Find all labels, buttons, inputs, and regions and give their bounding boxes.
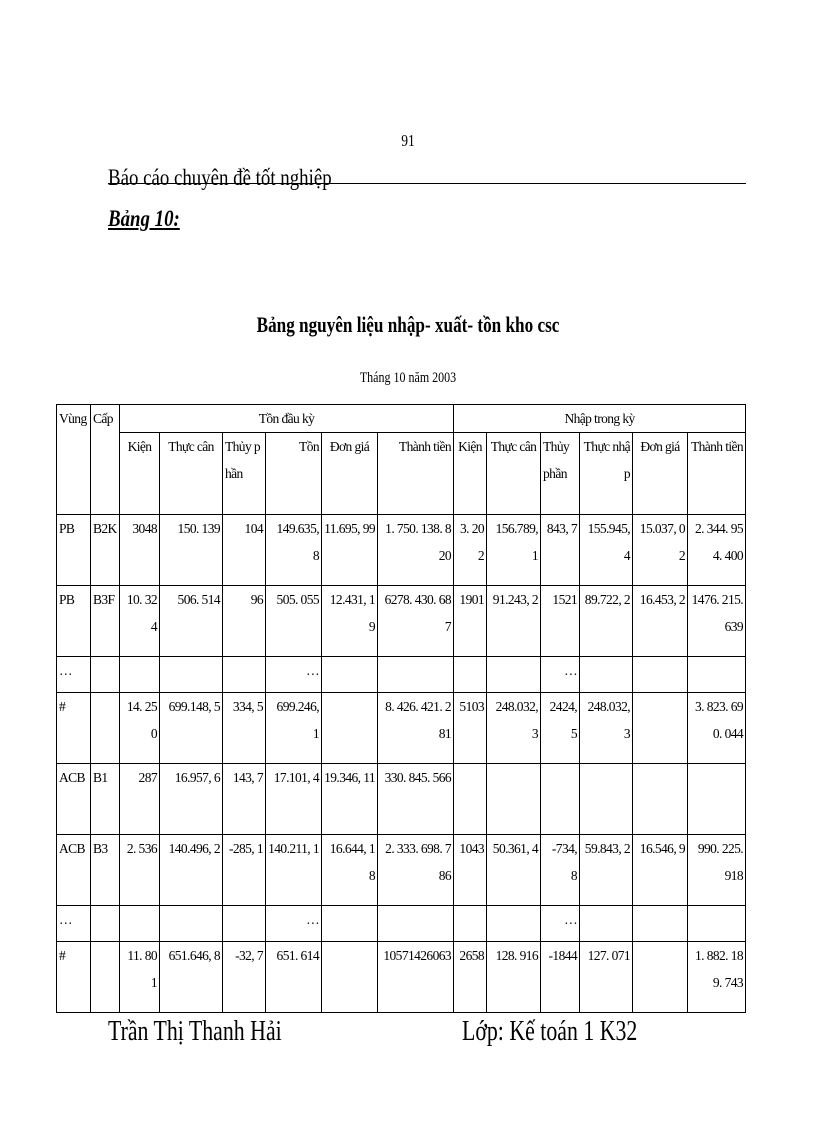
table-cell: B3 <box>91 835 120 906</box>
table-cell <box>120 657 160 693</box>
table-cell: 19.346, 11 <box>322 764 378 835</box>
table-label: Bảng 10: <box>108 206 180 231</box>
table-cell: -734, 8 <box>541 835 580 906</box>
table-cell: 2. 536 <box>120 835 160 906</box>
header-nhap-thanh-tien: Thành tiền <box>688 433 746 515</box>
table-cell <box>160 657 223 693</box>
table-cell: 12.431, 19 <box>322 586 378 657</box>
table-cell: 16.453, 2 <box>633 586 688 657</box>
header-nhap-thuc-nhap: Thực nhập <box>580 433 633 515</box>
header-cap: Cấp <box>91 405 120 515</box>
table-cell <box>378 906 454 942</box>
table-row <box>57 906 746 942</box>
header-ton-kien: Kiện <box>120 433 160 515</box>
table-cell: 3048 <box>120 515 160 586</box>
table-cell: 843, 7 <box>541 515 580 586</box>
table-cell: B2K <box>91 515 120 586</box>
table-cell: 1. 882. 189. 743 <box>688 942 746 1013</box>
table-cell: # <box>57 693 91 764</box>
table-cell: 140.496, 2 <box>160 835 223 906</box>
table-cell: … <box>541 657 580 693</box>
table-cell: ACB <box>57 764 91 835</box>
table-cell <box>322 906 378 942</box>
table-cell: B1 <box>91 764 120 835</box>
table-cell: 651. 614 <box>266 942 322 1013</box>
header-nhap-kien: Kiện <box>454 433 487 515</box>
header-ton-thanh-tien: Thành tiền <box>378 433 454 515</box>
table-cell: 156.789, 1 <box>487 515 541 586</box>
table-cell: 17.101, 4 <box>266 764 322 835</box>
header-nhap-thuc-can: Thực cân <box>487 433 541 515</box>
table-cell <box>633 906 688 942</box>
table-cell <box>91 693 120 764</box>
table-cell: 96 <box>223 586 266 657</box>
table-cell: … <box>57 906 91 942</box>
table-cell <box>633 657 688 693</box>
header-ton-dau-ky: Tồn đầu kỳ <box>120 405 454 433</box>
table-cell <box>378 657 454 693</box>
table-cell <box>120 906 160 942</box>
table-cell: 15.037, 02 <box>633 515 688 586</box>
table-cell <box>487 764 541 835</box>
table-cell <box>487 906 541 942</box>
table-cell: 248.032, 3 <box>487 693 541 764</box>
table-cell: 59.843, 2 <box>580 835 633 906</box>
header-ton-thuy-phan: Thủy phần <box>223 433 266 515</box>
table-cell: 155.945, 4 <box>580 515 633 586</box>
table-cell: 506. 514 <box>160 586 223 657</box>
inventory-table <box>56 404 746 1013</box>
table-cell: 11. 801 <box>120 942 160 1013</box>
table-cell: 6278. 430. 687 <box>378 586 454 657</box>
table-cell: # <box>57 942 91 1013</box>
table-cell: PB <box>57 586 91 657</box>
table-cell: -32, 7 <box>223 942 266 1013</box>
table-cell: ACB <box>57 835 91 906</box>
table-cell <box>322 942 378 1013</box>
table-cell <box>633 693 688 764</box>
table-cell: 10571426063 <box>378 942 454 1013</box>
table-cell: 2424, 5 <box>541 693 580 764</box>
table-cell <box>91 657 120 693</box>
header-nhap-trong-ky: Nhập trong kỳ <box>454 405 746 433</box>
table-cell <box>688 906 746 942</box>
header-nhap-don-gia: Đơn giá <box>633 433 688 515</box>
footer-author-name: Trần Thị Thanh Hải <box>108 1016 282 1047</box>
table-cell: 2. 344. 954. 400 <box>688 515 746 586</box>
table-cell: 16.644, 18 <box>322 835 378 906</box>
table-cell: 16.546, 9 <box>633 835 688 906</box>
table-cell <box>580 657 633 693</box>
table-cell: 89.722, 2 <box>580 586 633 657</box>
header-rule <box>108 183 746 184</box>
table-cell: 16.957, 6 <box>160 764 223 835</box>
table-cell: … <box>541 906 580 942</box>
table-cell: 2. 333. 698. 786 <box>378 835 454 906</box>
table-cell <box>580 764 633 835</box>
table-cell <box>454 764 487 835</box>
table-cell: 11.695, 99 <box>322 515 378 586</box>
header-vung: Vùng <box>57 405 91 515</box>
table-cell <box>487 657 541 693</box>
table-cell: 149.635, 8 <box>266 515 322 586</box>
page-number: 91 <box>401 131 415 150</box>
table-cell: 248.032, 3 <box>580 693 633 764</box>
table-row <box>57 764 746 835</box>
table-row <box>57 693 746 764</box>
table-title: Bảng nguyên liệu nhập- xuất- tồn kho csc <box>256 312 560 337</box>
table-cell: -285, 1 <box>223 835 266 906</box>
table-cell <box>688 764 746 835</box>
table-cell: 1. 750. 138. 820 <box>378 515 454 586</box>
table-cell: … <box>266 906 322 942</box>
table-cell <box>454 657 487 693</box>
table-cell: 1043 <box>454 835 487 906</box>
table-cell: 699.246, 1 <box>266 693 322 764</box>
table-cell: 14. 250 <box>120 693 160 764</box>
table-cell: 287 <box>120 764 160 835</box>
table-cell: 140.211, 1 <box>266 835 322 906</box>
table-cell: 5103 <box>454 693 487 764</box>
table-cell <box>580 906 633 942</box>
table-cell: … <box>266 657 322 693</box>
table-cell: 330. 845. 566 <box>378 764 454 835</box>
header-ton-thuc-can: Thực cân <box>160 433 223 515</box>
table-cell <box>633 942 688 1013</box>
table-cell <box>91 906 120 942</box>
table-cell: 128. 916 <box>487 942 541 1013</box>
table-cell: 651.646, 8 <box>160 942 223 1013</box>
table-cell <box>688 657 746 693</box>
table-cell: 8. 426. 421. 281 <box>378 693 454 764</box>
table-cell: PB <box>57 515 91 586</box>
table-cell <box>160 906 223 942</box>
table-cell <box>454 906 487 942</box>
table-row <box>57 657 746 693</box>
table-cell <box>322 693 378 764</box>
header-ton-ton: Tồn <box>266 433 322 515</box>
table-cell: 150. 139 <box>160 515 223 586</box>
table-row <box>57 942 746 1013</box>
table-row <box>57 586 746 657</box>
table-cell: 2658 <box>454 942 487 1013</box>
table-cell: 10. 324 <box>120 586 160 657</box>
table-cell <box>541 764 580 835</box>
header-nhap-thuy-phan: Thủy phần <box>541 433 580 515</box>
table-cell: 3. 202 <box>454 515 487 586</box>
table-cell <box>223 906 266 942</box>
table-body <box>57 515 746 1013</box>
report-header-title: Báo cáo chuyên đề tốt nghiệp <box>108 165 332 190</box>
table-date: Tháng 10 năm 2003 <box>359 370 457 386</box>
table-cell: 1521 <box>541 586 580 657</box>
table-row <box>57 835 746 906</box>
table-cell: 1901 <box>454 586 487 657</box>
table-cell: 990. 225. 918 <box>688 835 746 906</box>
footer-class: Lớp: Kế toán 1 K32 <box>462 1016 638 1047</box>
table-cell: B3F <box>91 586 120 657</box>
table-cell <box>322 657 378 693</box>
table-cell <box>633 764 688 835</box>
table-cell <box>223 657 266 693</box>
table-cell: 1476. 215. 639 <box>688 586 746 657</box>
table-cell: 3. 823. 690. 044 <box>688 693 746 764</box>
table-cell: 50.361, 4 <box>487 835 541 906</box>
table-cell: 699.148, 5 <box>160 693 223 764</box>
table-cell: 91.243, 2 <box>487 586 541 657</box>
table-cell: 104 <box>223 515 266 586</box>
table-cell: 334, 5 <box>223 693 266 764</box>
table-cell <box>91 942 120 1013</box>
table-cell: -1844 <box>541 942 580 1013</box>
table-cell: 505. 055 <box>266 586 322 657</box>
header-ton-don-gia: Đơn giá <box>322 433 378 515</box>
table-cell: … <box>57 657 91 693</box>
table-row <box>57 515 746 586</box>
table-cell: 143, 7 <box>223 764 266 835</box>
table-cell: 127. 071 <box>580 942 633 1013</box>
